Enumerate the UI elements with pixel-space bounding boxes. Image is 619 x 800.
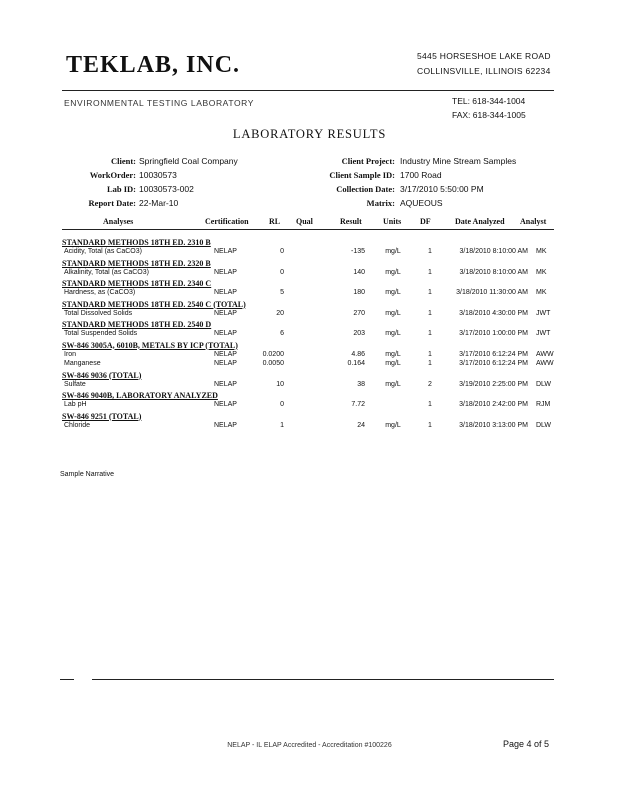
client-label: Client: (110, 156, 136, 166)
collection-value: 3/17/2010 5:50:00 PM (400, 184, 484, 194)
date-analyzed-cell: 3/18/2010 3:13:00 PM (459, 421, 528, 429)
phone: TEL: 618-344-1004 (452, 96, 526, 106)
col-rl: RL (269, 217, 281, 226)
analyte-cell: Lab pH (64, 401, 87, 408)
rl-cell: 20 (276, 309, 284, 317)
result-cell: 38 (357, 380, 365, 388)
df-cell: 1 (428, 401, 432, 408)
lab-type: ENVIRONMENTAL TESTING LABORATORY (64, 98, 255, 108)
rl-cell: 5 (280, 289, 284, 296)
page-number: Page 4 of 5 (503, 739, 550, 749)
date-analyzed-cell: 3/18/2010 11:30:00 AM (456, 289, 528, 296)
date-analyzed-cell: 3/17/2010 1:00:00 PM (459, 330, 528, 337)
project-value: Industry Mine Stream Samples (400, 156, 517, 166)
certification-cell: NELAP (214, 248, 237, 255)
date-analyzed-cell: 3/18/2010 2:42:00 PM (459, 401, 528, 408)
col-df: DF (420, 217, 431, 226)
company-name: TEKLAB, INC. (66, 52, 241, 78)
address-line-2: COLLINSVILLE, ILLINOIS 62234 (417, 66, 551, 76)
col-analyses: Analyses (103, 217, 134, 226)
sample-id-label: Client Sample ID: (329, 170, 395, 180)
method-heading: STANDARD METHODS 18TH ED. 2340 C (62, 279, 212, 288)
df-cell: 1 (428, 268, 432, 276)
analyst-cell: MK (536, 289, 547, 296)
certification-cell: NELAP (214, 380, 237, 388)
df-cell: 1 (428, 360, 432, 367)
report-date-label: Report Date: (88, 198, 136, 208)
rl-cell: 0 (280, 268, 284, 276)
units-cell: mg/L (385, 248, 401, 255)
analyte-cell: Chloride (64, 421, 91, 429)
date-analyzed-cell: 3/19/2010 2:25:00 PM (459, 380, 528, 388)
result-cell: 180 (353, 289, 365, 296)
certification-cell: NELAP (214, 289, 237, 296)
client-value: Springfield Coal Company (139, 156, 238, 166)
analyst-cell: DLW (536, 421, 552, 429)
units-cell: mg/L (385, 268, 401, 276)
units-cell: mg/L (385, 309, 401, 317)
analyte-cell: Hardness, as (CaCO3) (64, 289, 136, 296)
df-cell: 1 (428, 309, 432, 317)
df-cell: 1 (428, 289, 432, 296)
method-heading: SW-846 9040B, LABORATORY ANALYZED (62, 391, 218, 400)
analyte-cell: Alkalinity, Total (as CaCO3) (64, 268, 149, 276)
certification-cell: NELAP (214, 421, 237, 429)
method-heading: SW-846 9036 (TOTAL) (62, 370, 142, 380)
date-analyzed-cell: 3/18/2010 8:10:00 AM (459, 248, 528, 255)
analyst-cell: DLW (536, 380, 552, 388)
certification-cell: NELAP (214, 360, 237, 367)
df-cell: 1 (428, 248, 432, 255)
units-cell: mg/L (385, 330, 401, 337)
method-heading: STANDARD METHODS 18TH ED. 2540 C (TOTAL) (62, 299, 246, 309)
col-analyst: Analyst (520, 217, 547, 226)
collection-label: Collection Date: (336, 184, 395, 194)
date-analyzed-cell: 3/18/2010 4:30:00 PM (459, 309, 528, 317)
certification-cell: NELAP (214, 309, 237, 317)
col-result: Result (340, 217, 362, 226)
address-line-1: 5445 HORSESHOE LAKE ROAD (417, 51, 551, 61)
analyte-cell: Sulfate (64, 380, 86, 388)
units-cell: mg/L (385, 360, 401, 367)
date-analyzed-cell: 3/17/2010 6:12:24 PM (459, 360, 528, 367)
report-date-value: 22-Mar-10 (139, 198, 179, 208)
method-heading: SW-846 3005A, 6010B, METALS BY ICP (TOTAL) (62, 340, 238, 350)
labid-value: 10030573-002 (139, 184, 194, 194)
analyst-cell: AWW (536, 360, 554, 367)
workorder-value: 10030573 (139, 170, 177, 180)
result-cell: 4.86 (351, 350, 365, 358)
analyte-cell: Total Dissolved Solids (64, 309, 133, 317)
units-cell: mg/L (385, 421, 401, 429)
col-certification: Certification (205, 217, 249, 226)
analyte-cell: Manganese (64, 360, 101, 367)
certification-cell: NELAP (214, 350, 237, 358)
labid-label: Lab ID: (106, 184, 136, 194)
analyte-cell: Total Suspended Solids (64, 330, 138, 337)
analyst-cell: AWW (536, 350, 554, 358)
result-cell: 24 (357, 421, 365, 429)
analyte-cell: Acidity, Total (as CaCO3) (64, 248, 142, 255)
sample-id-value: 1700 Road (400, 170, 442, 180)
sample-narrative: Sample Narrative (60, 471, 115, 478)
col-units: Units (383, 217, 402, 226)
analyst-cell: JWT (536, 330, 551, 337)
df-cell: 1 (428, 421, 432, 429)
df-cell: 1 (428, 330, 432, 337)
analyst-cell: JWT (536, 309, 551, 317)
footer-rule-short (60, 679, 74, 680)
units-cell: mg/L (385, 380, 401, 388)
rl-cell: 0.0200 (262, 350, 284, 358)
rl-cell: 1 (280, 421, 284, 429)
method-heading: STANDARD METHODS 18TH ED. 2310 B (62, 238, 211, 247)
certification-cell: NELAP (214, 401, 237, 408)
column-header-rule (62, 229, 554, 230)
matrix-label: Matrix: (366, 198, 395, 208)
analyst-cell: RJM (536, 401, 551, 408)
certification-cell: NELAP (214, 330, 237, 337)
rl-cell: 10 (276, 380, 284, 388)
analyte-cell: Iron (64, 350, 77, 358)
footer-rule (92, 679, 554, 680)
header-rule (62, 90, 554, 91)
result-cell: 270 (353, 309, 365, 317)
analyst-cell: MK (536, 268, 547, 276)
method-heading: SW-846 9251 (TOTAL) (62, 411, 142, 421)
result-cell: 203 (353, 330, 365, 337)
result-cell: 0.164 (347, 360, 365, 367)
method-heading: STANDARD METHODS 18TH ED. 2540 D (62, 320, 212, 329)
result-cell: -135 (350, 248, 365, 255)
col-qual: Qual (296, 217, 313, 226)
units-cell: mg/L (385, 350, 401, 358)
date-analyzed-cell: 3/18/2010 8:10:00 AM (459, 268, 528, 276)
method-heading: STANDARD METHODS 18TH ED. 2320 B (62, 258, 211, 268)
rl-cell: 0.0050 (262, 360, 284, 367)
workorder-label: WorkOrder: (89, 170, 136, 180)
fax: FAX: 618-344-1005 (452, 110, 526, 120)
rl-cell: 6 (280, 330, 284, 337)
date-analyzed-cell: 3/17/2010 6:12:24 PM (459, 350, 528, 358)
matrix-value: AQUEOUS (400, 198, 443, 208)
col-date-analyzed: Date Analyzed (455, 217, 505, 226)
df-cell: 2 (428, 380, 432, 388)
project-label: Client Project: (341, 156, 395, 166)
rl-cell: 0 (280, 248, 284, 255)
result-cell: 7.72 (351, 401, 365, 408)
report-title: LABORATORY RESULTS (232, 127, 387, 141)
analyst-cell: MK (536, 248, 547, 255)
rl-cell: 0 (280, 401, 284, 408)
certification-cell: NELAP (214, 268, 237, 276)
df-cell: 1 (428, 350, 432, 358)
accreditation-note: NELAP - IL ELAP Accredited - Accreditation #100226 (227, 742, 392, 749)
units-cell: mg/L (385, 289, 401, 296)
result-cell: 140 (353, 268, 365, 276)
